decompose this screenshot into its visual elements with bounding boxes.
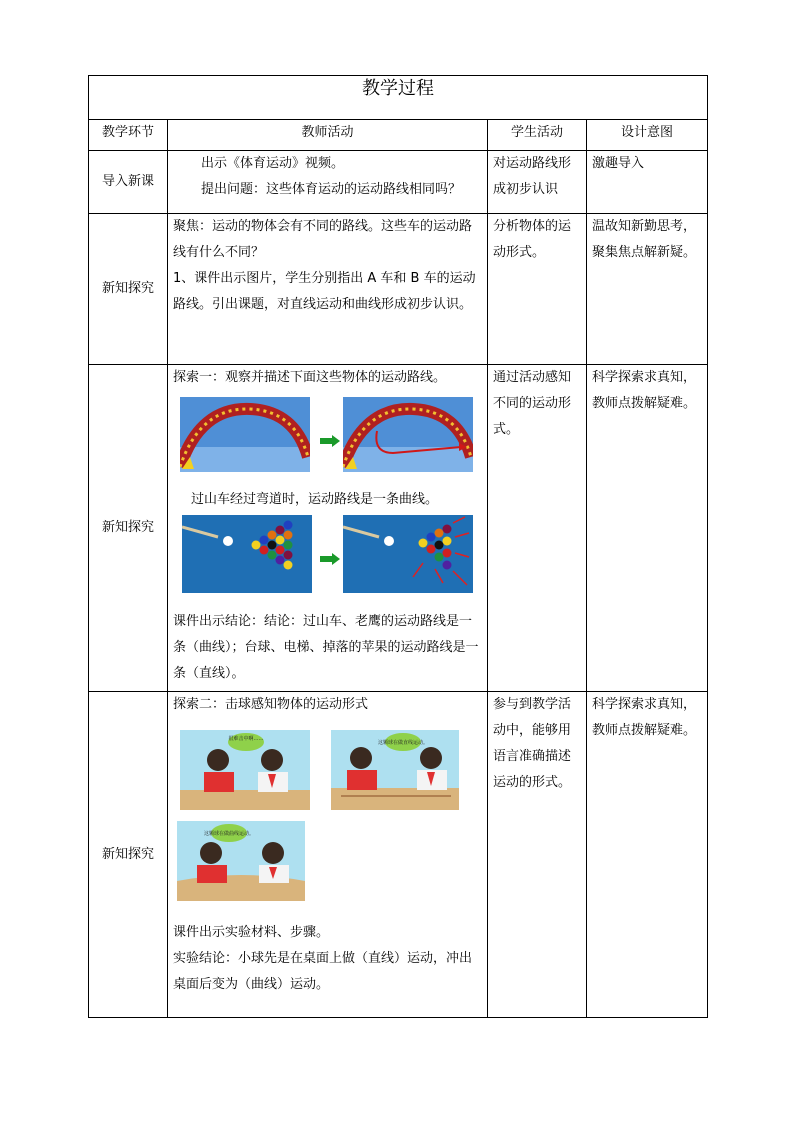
stage-cell: 导入新课 [89,151,168,214]
bubble-text: 这颗球在做曲线运动。 [203,831,255,837]
intent-cell: 科学探索求真知，教师点拨解疑难。 [587,692,708,1018]
intent-cell: 激趣导入 [587,151,708,214]
experiment-images [173,720,482,920]
student-cell: 通过活动感知不同的运动形式。 [488,365,587,692]
teacher-cell [168,365,488,692]
experiment-photo-3 [177,821,305,901]
intent-cell: 科学探索求真知，教师点拨解疑难。 [587,365,708,692]
header-student: 学生活动 [488,120,587,151]
stage-cell: 新知探究 [89,692,168,1018]
stage-cell: 新知探究 [89,214,168,365]
table-title: 教学过程 [89,76,708,120]
teacher-text: 提出问题：这些体育运动的运动路线相同吗？ [201,182,462,197]
billiards-photo [182,515,312,593]
student-cell: 分析物体的运动形式。 [488,214,587,365]
billiards-path-photo [343,515,473,593]
table-row [89,692,708,1018]
teacher-text: 1、课件出示图片，学生分别指出 A 车和 B 车的运动路线。引出课题，对直线运动和曲线形成初步认识。 [173,271,476,312]
header-teacher: 教师活动 [168,120,488,151]
experiment-photo-1 [180,730,310,810]
arrow-right-icon [320,549,340,575]
teacher-text: 聚焦：运动的物体会有不同的路线。这些车的运动路线有什么不同？ [173,219,473,260]
teacher-text: 实验结论：小球先是在桌面上做（直线）运动，冲出桌面后变为（曲线）运动。 [173,951,473,992]
student-cell: 参与到教学活动中，能够用语言准确描述运动的形式。 [488,692,587,1018]
header-stage: 教学环节 [89,120,168,151]
roller-coaster-images [180,397,482,487]
teacher-cell [168,214,488,365]
teacher-cell [168,151,488,214]
arrow-right-icon [320,431,340,457]
teacher-text: 探索二：击球感知物体的运动形式 [173,697,369,712]
bubble-text: 这颗球在做直线运动。 [377,740,429,746]
teacher-conclusion: 课件出示结论：结论：过山车、老鹰的运动路线是一条（曲线）；台球、电梯、掉落的苹果的运动路线是一条（直线）。 [173,614,479,681]
teacher-text: 出示《体育运动》视频。 [201,156,345,171]
roller-coaster-photo [180,397,310,472]
intent-cell: 温故知新勤思考，聚集焦点解新疑。 [587,214,708,365]
bubble-text: 很难击中啊…… [228,736,264,742]
teacher-cell [168,692,488,1018]
lesson-process-table [88,75,708,1018]
header-intent: 设计意图 [587,120,708,151]
table-row [89,214,708,365]
teacher-text: 探索一：观察并描述下面这些物体的运动路线。 [173,370,447,385]
teacher-text: 课件出示实验材料、步骤。 [173,925,330,940]
billiards-images [180,515,482,597]
stage-cell: 新知探究 [89,365,168,692]
roller-coaster-caption: 过山车经过弯道时，运动路线是一条曲线。 [191,492,439,507]
roller-coaster-path-photo [343,397,473,472]
student-cell: 对运动路线形成初步认识 [488,151,587,214]
table-row [89,151,708,214]
experiment-photo-2 [331,730,459,810]
table-row [89,365,708,692]
